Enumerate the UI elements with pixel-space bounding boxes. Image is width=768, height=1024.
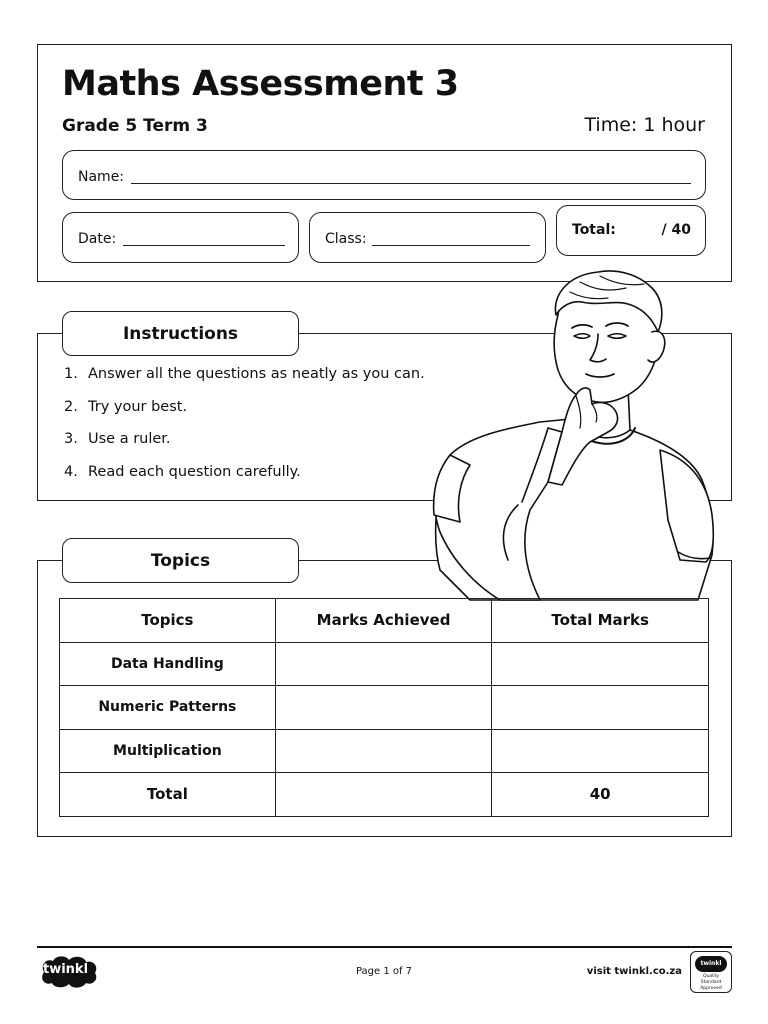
- column-header: Topics: [60, 599, 276, 643]
- visit-link[interactable]: visit twinkl.co.za: [586, 966, 682, 977]
- class-label: Class:: [325, 231, 367, 247]
- name-field[interactable]: [62, 150, 706, 200]
- grade-term: Grade 5 Term 3: [62, 116, 208, 136]
- total-marks-value: 40: [492, 773, 709, 817]
- table-total-row: [60, 773, 709, 817]
- date-field[interactable]: [62, 212, 299, 263]
- column-header: Marks Achieved: [275, 599, 492, 643]
- date-label: Date:: [78, 231, 117, 247]
- table-row: [60, 642, 709, 686]
- badge-caption: Quality Standard Approved: [700, 974, 722, 991]
- page-number: Page 1 of 7: [355, 966, 413, 977]
- topic-cell: Data Handling: [60, 642, 276, 686]
- topic-cell: Numeric Patterns: [60, 686, 276, 730]
- footer-rule: [37, 946, 732, 948]
- total-achieved-cell[interactable]: [275, 773, 492, 817]
- name-label: Name:: [78, 169, 125, 185]
- table-row: [60, 686, 709, 730]
- total-box: [556, 205, 706, 256]
- column-header: Total Marks: [492, 599, 709, 643]
- twinkl-logo-text: twinkl: [43, 962, 89, 977]
- page-title: Maths Assessment 3: [62, 64, 459, 104]
- instructions-list: [64, 366, 425, 496]
- class-line: [372, 245, 530, 246]
- list-item: 2. Try your best.: [64, 398, 188, 415]
- topics-table: [59, 598, 709, 817]
- total-marks-cell[interactable]: [492, 686, 709, 730]
- table-header-row: [60, 599, 709, 643]
- class-field[interactable]: [309, 212, 546, 263]
- table-row: [60, 729, 709, 773]
- badge-logo: twinkl: [695, 956, 727, 972]
- total-topic-cell: Total: [60, 773, 276, 817]
- instructions-heading: Instructions: [62, 311, 299, 356]
- total-value: / 40: [661, 222, 691, 238]
- total-marks-cell[interactable]: [492, 729, 709, 773]
- topics-heading: Topics: [62, 538, 299, 583]
- total-label: Total:: [572, 222, 616, 238]
- marks-achieved-cell[interactable]: [275, 729, 492, 773]
- time-allowed: Time: 1 hour: [584, 114, 705, 136]
- name-line: [131, 183, 691, 184]
- list-item: 3. Use a ruler.: [64, 431, 171, 447]
- thinking-boy-icon: [430, 270, 720, 630]
- marks-achieved-cell[interactable]: [275, 642, 492, 686]
- quality-badge-icon: [690, 951, 732, 993]
- date-line: [123, 245, 285, 246]
- list-item: 1. Answer all the questions as neatly as you can.: [64, 366, 425, 382]
- total-marks-cell[interactable]: [492, 642, 709, 686]
- marks-achieved-cell[interactable]: [275, 686, 492, 730]
- list-item: 4. Read each question carefully.: [64, 463, 301, 480]
- topic-cell: Multiplication: [60, 729, 276, 773]
